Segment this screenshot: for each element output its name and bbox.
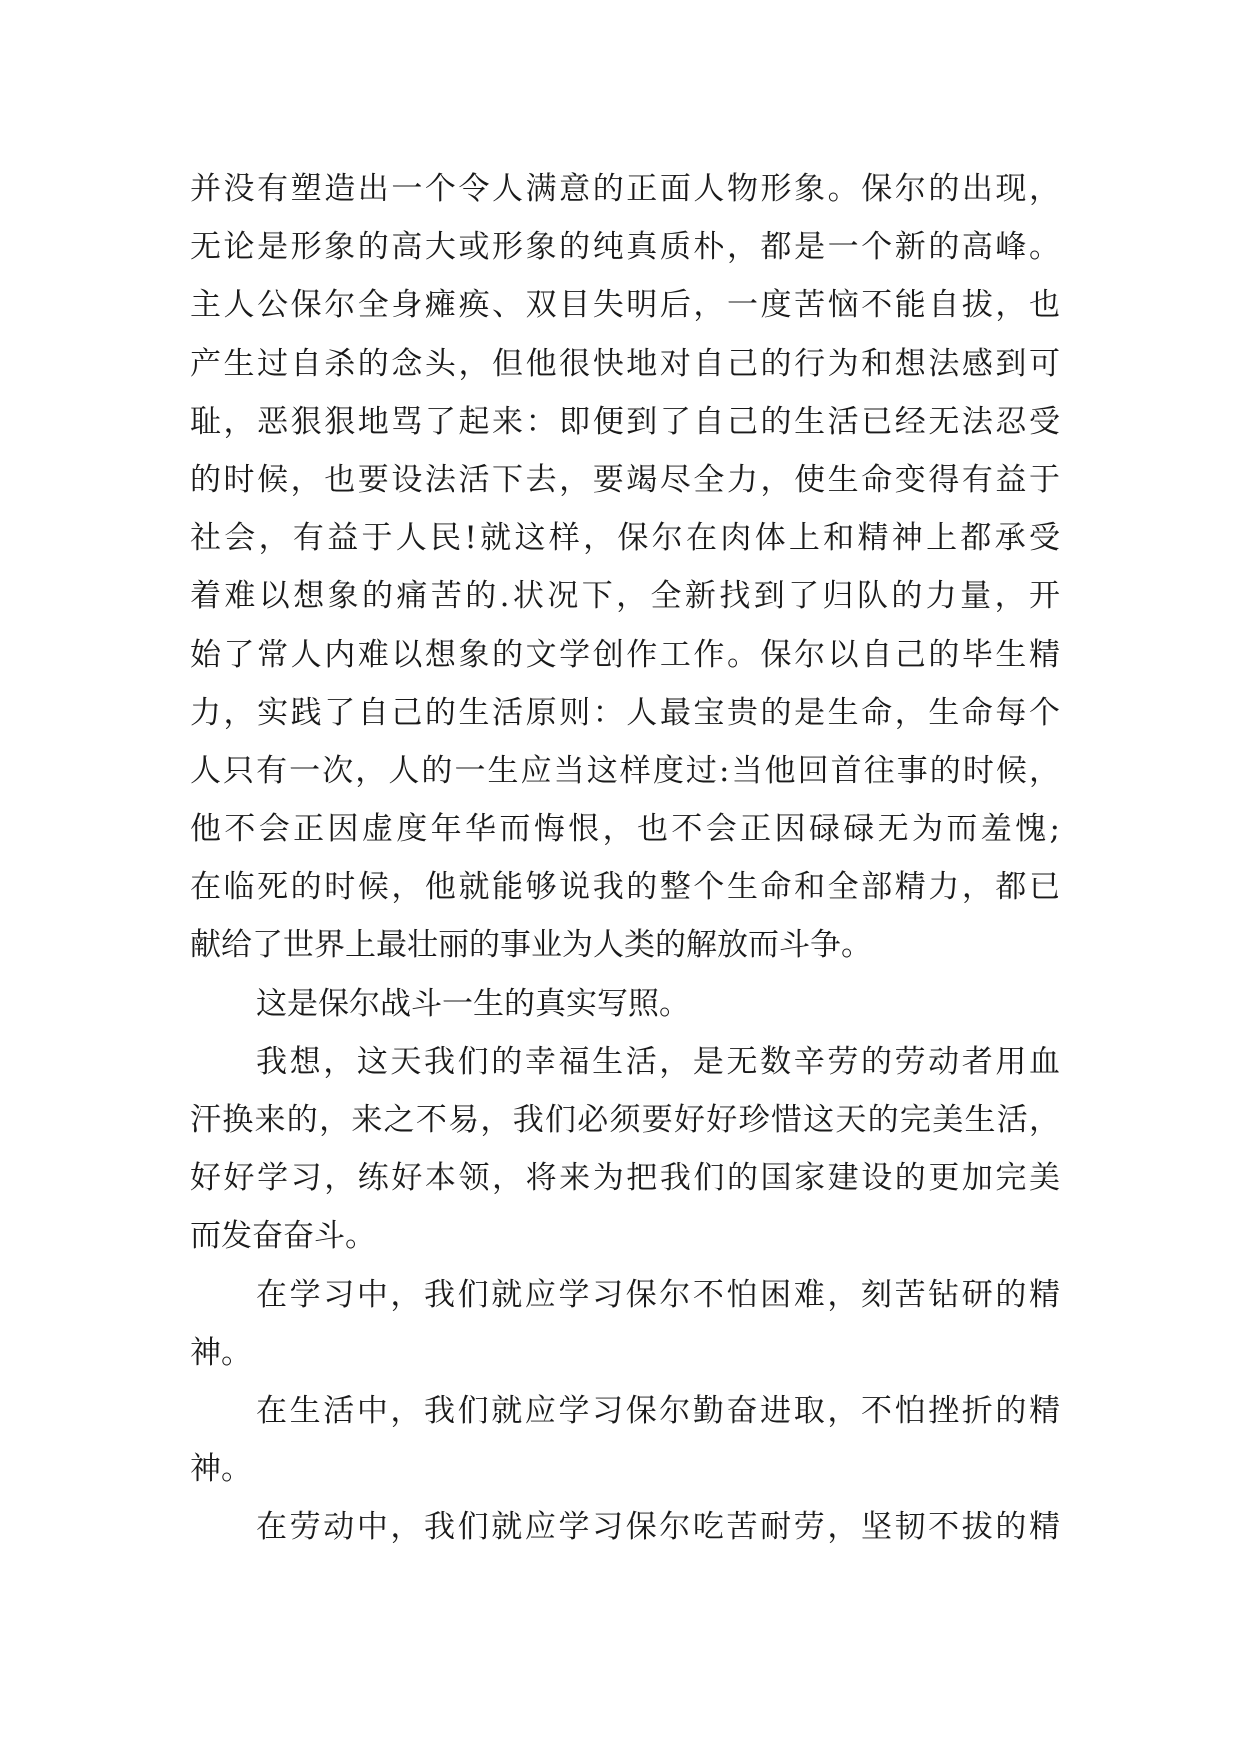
text-line: 而发奋奋斗。 (190, 1218, 376, 1255)
text-line: 社会，有益于人民!就这样，保尔在肉体上和精神上都承受 (190, 520, 1060, 557)
text-line: 汗换来的，来之不易，我们必须要好好珍惜这天的完美生活， (190, 1102, 1060, 1138)
text-line: 献给了世界上最壮丽的事业为人类的解放而斗争。 (190, 927, 872, 964)
text-line: 主人公保尔全身瘫痪、双目失明后，一度苦恼不能自拔，也 (190, 287, 1060, 324)
text-line: 神。 (190, 1334, 252, 1371)
text-line: 人只有一次，人的一生应当这样度过:当他回首往事的时候， (190, 752, 1060, 789)
text-line: 并没有塑造出一个令人满意的正面人物形象。保尔的出现， (190, 171, 1060, 207)
text-line: 产生过自杀的念头，但他很快地对自己的行为和想法感到可 (190, 345, 1060, 382)
paragraph-first-line: 我想，这天我们的幸福生活，是无数辛劳的劳动者用血 (256, 1043, 1060, 1080)
text-line: 的时候，也要设法活下去，要竭尽全力，使生命变得有益于 (190, 461, 1060, 498)
text-line: 他不会正因虚度年华而悔恨，也不会正因碌碌无为而羞愧; (190, 811, 1060, 848)
text-line: 神。 (190, 1451, 252, 1488)
text-line: 无论是形象的高大或形象的纯真质朴，都是一个新的高峰。 (190, 229, 1060, 266)
document-body (190, 160, 1060, 1557)
paragraph-first-line: 这是保尔战斗一生的真实写照。 (256, 985, 690, 1022)
text-line: 力，实践了自己的生活原则：人最宝贵的是生命，生命每个 (190, 694, 1060, 731)
text-line: 始了常人内难以想象的文学创作工作。保尔以自己的毕生精 (190, 636, 1060, 673)
paragraph-first-line: 在劳动中，我们就应学习保尔吃苦耐劳，坚韧不拔的精 (256, 1509, 1060, 1546)
text-line: 着难以想象的痛苦的.状况下，全新找到了归队的力量，开 (190, 578, 1060, 615)
text-line: 在临死的时候，他就能够说我的整个生命和全部精力，都已 (190, 869, 1060, 906)
paragraph-first-line: 在学习中，我们就应学习保尔不怕困难，刻苦钻研的精 (256, 1276, 1060, 1313)
paragraph-first-line: 在生活中，我们就应学习保尔勤奋进取，不怕挫折的精 (256, 1392, 1060, 1429)
text-line: 好好学习，练好本领，将来为把我们的国家建设的更加完美 (190, 1160, 1060, 1197)
text-line: 耻，恶狠狠地骂了起来：即便到了自己的生活已经无法忍受 (190, 403, 1060, 440)
